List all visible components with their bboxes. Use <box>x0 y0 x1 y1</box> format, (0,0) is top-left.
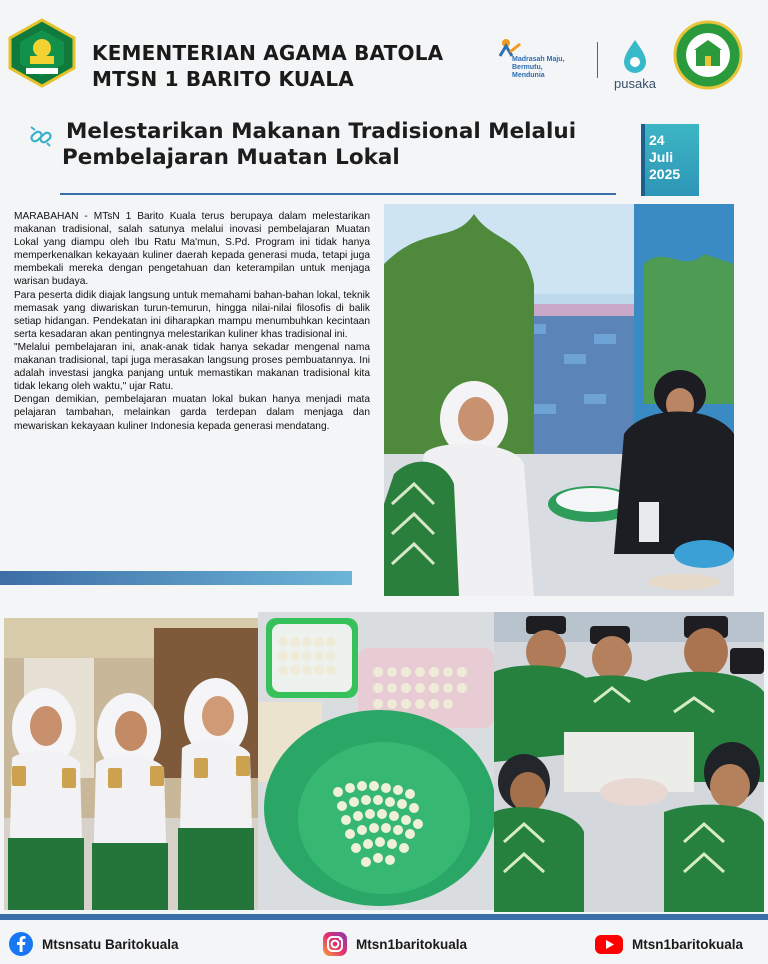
instagram-icon <box>322 931 348 957</box>
org-line-1: KEMENTERIAN AGAMA BATOLA <box>92 41 444 65</box>
instagram-link[interactable] <box>322 931 467 957</box>
article-body <box>14 210 370 433</box>
org-line-2: MTSN 1 BARITO KUALA <box>92 67 354 91</box>
date-accent <box>641 124 645 196</box>
title-divider <box>60 193 616 195</box>
youtube-handle: Mtsn1baritokuala <box>632 936 744 952</box>
pusaka-logo <box>606 38 664 90</box>
accent-bar <box>0 571 352 585</box>
kemenag-logo <box>6 18 78 88</box>
youtube-link[interactable] <box>594 931 743 957</box>
article-paragraph: Para peserta didik diajak langsung untuk memahami bahan-bahan lokal, teknik memasak yang diwariskan turun-temurun, hingga nilai-nilai filosofis di balik setiap hidangan. Pendekatan ini diharapkan mampu menumbuhkan kecintaan serta kesadaran akan pentingnya melestarikan kuliner khas tradisional ini. <box>14 289 370 340</box>
date-year: 2025 <box>649 166 681 182</box>
facebook-handle: Mtsnsatu Baritokuala <box>42 936 179 952</box>
headline-line-2: Pembelajaran Muatan Lokal <box>62 145 400 170</box>
photo-dough-balls <box>258 612 494 910</box>
tagline-2: Bermutu, <box>512 64 543 71</box>
date-badge <box>641 124 699 196</box>
header-separator <box>597 42 598 78</box>
main-photo <box>384 204 734 596</box>
instagram-handle: Mtsn1baritokuala <box>356 936 468 952</box>
date-day: 24 <box>649 132 665 148</box>
footer-divider <box>0 914 768 920</box>
organization-title <box>92 40 443 92</box>
youtube-icon <box>594 931 624 957</box>
madrasah-maju-logo <box>494 38 584 84</box>
article-paragraph: "Melalui pembelajaran ini, anak-anak tidak hanya sekadar mengenal nama makanan tradisional, tapi juga merasakan langsung proses pembuatannya. Ini adalah investasi jangka panjang untuk memastikan makanan tradisional kita tidak lekang oleh waktu," ujar Ratu. <box>14 341 370 393</box>
date-month: Juli <box>649 149 674 165</box>
photo-students-drinks <box>4 618 260 910</box>
link-icon <box>28 124 54 150</box>
tagline-1: Madrasah Maju, <box>512 56 565 63</box>
pusaka-label: pusaka <box>614 76 656 91</box>
article-paragraph: Dengan demikian, pembelajaran muatan lokal bukan hanya menjadi mata pelajaran tambahan, melainkan garda terdepan dalam menjaga dan mewariskan kekayaan kuliner Indonesia kepada generasi mendatang. <box>14 394 370 432</box>
headline-line-1: Melestarikan Makanan Tradisional Melalui <box>66 119 577 144</box>
facebook-link[interactable] <box>8 931 179 957</box>
facebook-icon <box>8 931 34 957</box>
photo-boys-cooking <box>494 612 764 912</box>
article-paragraph: MARABAHAN - MTsN 1 Barito Kuala terus berupaya dalam melestarikan makanan tradisional, salah satunya melalui inovasi pembelajaran Muatan Lokal yang diampu oleh Ibu Ratu Ma'mun, S.Pd. Program ini tidak hanya memperkenalkan kekayaan kuliner daerah kepada generasi muda, tetapi juga membekali mereka dengan pengetahuan dan keterampilan untuk menjaga warisan budaya. <box>14 211 370 288</box>
tagline-3: Mendunia <box>512 72 545 79</box>
headline <box>62 119 632 171</box>
mtsn-logo <box>672 20 744 90</box>
